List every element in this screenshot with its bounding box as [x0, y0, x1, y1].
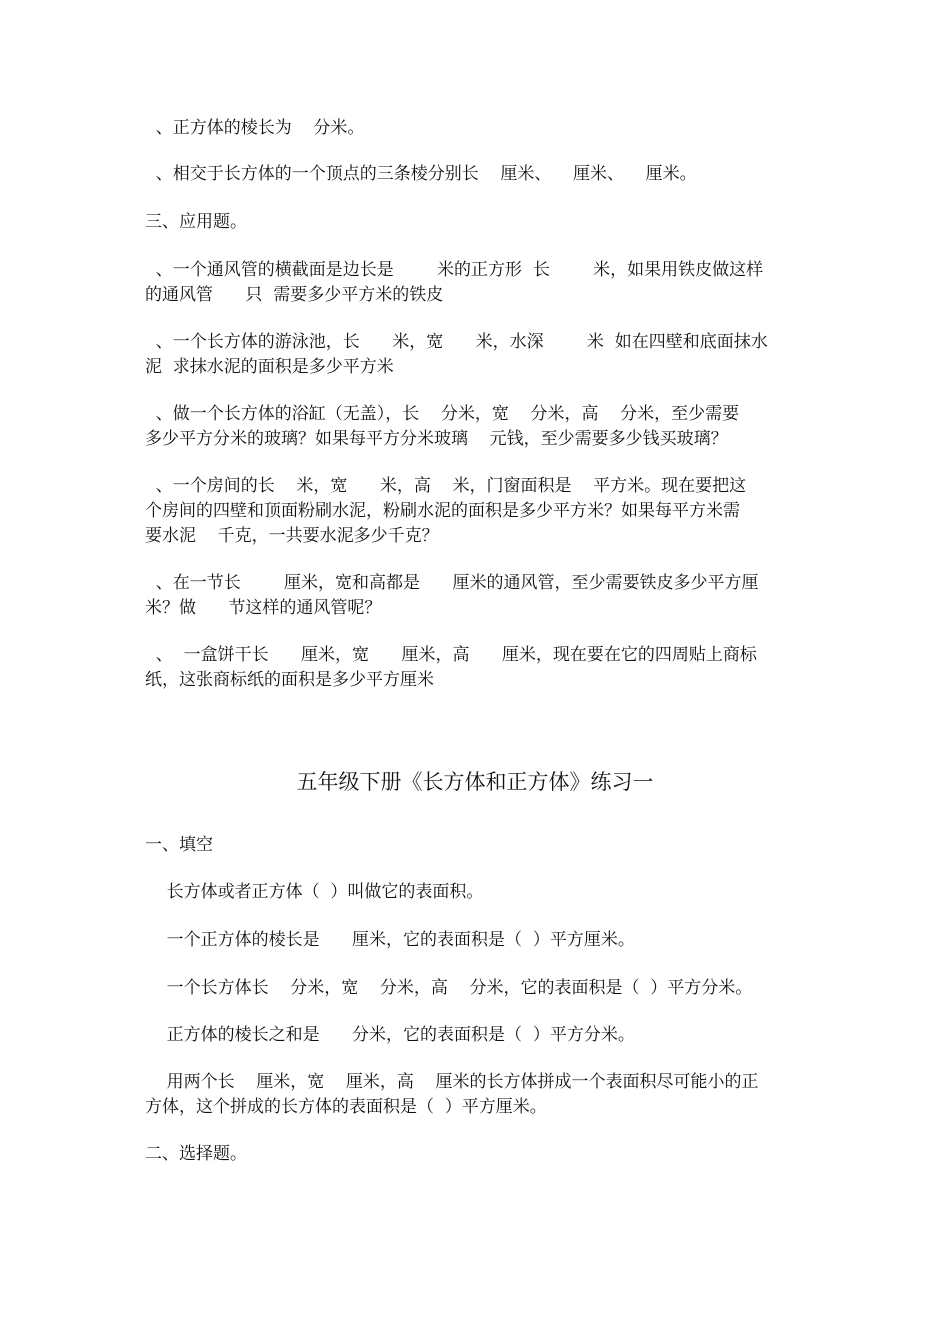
question-6-line-2: 纸，这张商标纸的面积是多少平方厘米	[145, 670, 434, 690]
question-6-line-1: 、 一盒饼干长 厘米，宽 厘米，高 厘米，现在要在它的四周贴上商标	[145, 645, 757, 665]
section-heading-fill-in: 一、填空	[145, 835, 213, 855]
question-1-line-2: 的通风管 只 需要多少平方米的铁皮	[145, 285, 444, 305]
question-5-line-2: 米？做 节这样的通风管呢？	[145, 598, 382, 618]
exercise-title: 五年级下册《长方体和正方体》练习一	[296, 770, 654, 794]
question-4-line-2: 个房间的四壁和顶面粉刷水泥，粉刷水泥的面积是多少平方米？如果每平方米需	[145, 501, 740, 521]
fill-item-three-edges: 、相交于长方体的一个顶点的三条棱分别长 厘米、 厘米、 厘米。	[145, 164, 697, 184]
fill-item-edge-sum: 正方体的棱长之和是 分米，它的表面积是（ ）平方分米。	[145, 1025, 635, 1045]
question-1-line-1: 、一个通风管的横截面是边长是 米的正方形 长 米，如果用铁皮做这样	[145, 260, 764, 280]
fill-item-surface-area-def: 长方体或者正方体（ ）叫做它的表面积。	[145, 882, 484, 902]
question-2-line-1: 、一个长方体的游泳池，长 米，宽 米，水深 米 如在四壁和底面抹水	[145, 332, 768, 352]
fill-item-combined-cuboid-line-1: 用两个长 厘米，宽 厘米，高 厘米的长方体拼成一个表面积尽可能小的正	[145, 1072, 759, 1092]
fill-item-combined-cuboid-line-2: 方体，这个拼成的长方体的表面积是（ ）平方厘米。	[145, 1097, 547, 1117]
question-4-line-1: 、一个房间的长 米，宽 米，高 米，门窗面积是 平方米。现在要把这	[145, 476, 747, 496]
question-3-line-2: 多少平方分米的玻璃？如果每平方分米玻璃 元钱，至少需要多少钱买玻璃？	[145, 429, 728, 449]
fill-item-cube-surface: 一个正方体的棱长是 厘米，它的表面积是（ ）平方厘米。	[145, 930, 635, 950]
section-heading-applications: 三、应用题。	[145, 212, 247, 232]
question-5-line-1: 、在一节长 厘米，宽和高都是 厘米的通风管，至少需要铁皮多少平方厘	[145, 573, 759, 593]
question-4-line-3: 要水泥 千克，一共要水泥多少千克？	[145, 526, 439, 546]
fill-item-cuboid-surface: 一个长方体长 分米，宽 分米，高 分米，它的表面积是（ ）平方分米。	[145, 978, 753, 998]
fill-item-cube-edge: 、正方体的棱长为 分米。	[145, 118, 365, 138]
question-2-line-2: 泥 求抹水泥的面积是多少平方米	[145, 357, 394, 377]
question-3-line-1: 、做一个长方体的浴缸（无盖），长 分米，宽 分米，高 分米，至少需要	[145, 404, 740, 424]
section-heading-multiple-choice: 二、选择题。	[145, 1144, 247, 1164]
